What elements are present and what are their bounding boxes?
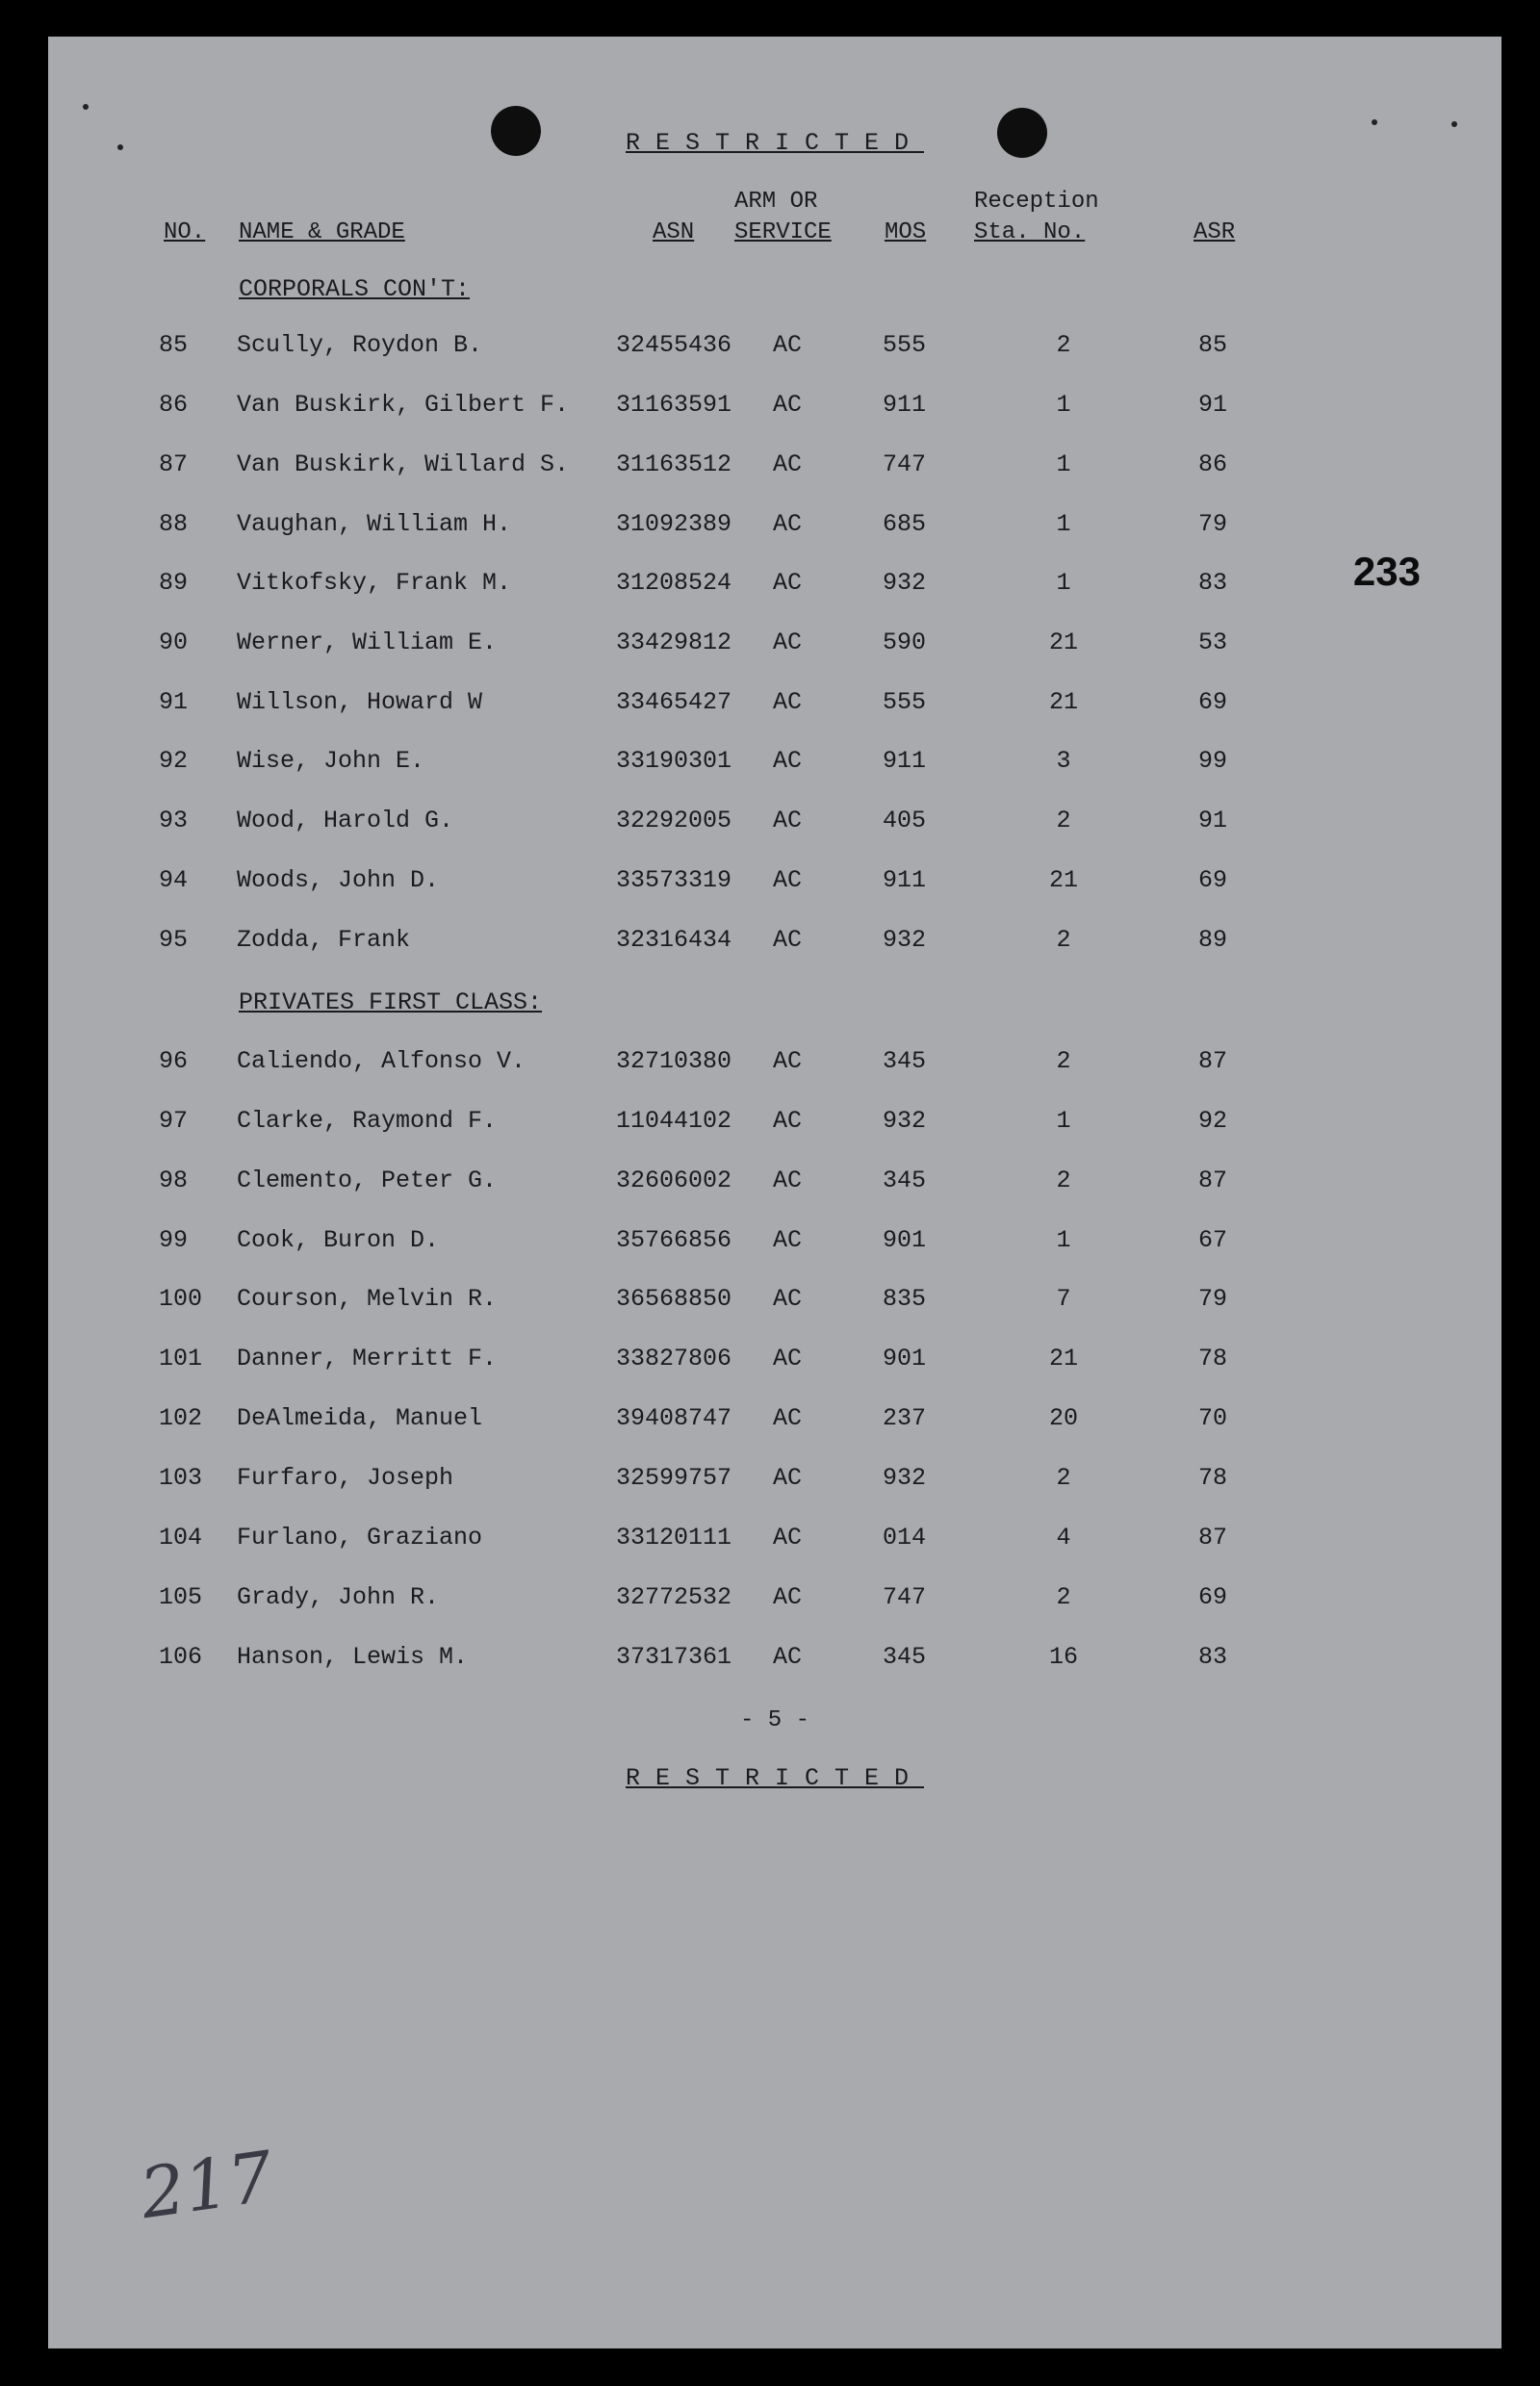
cell-name: Furfaro, Joseph	[237, 1464, 454, 1492]
cell-sta: 4	[1056, 1524, 1071, 1552]
cell-no: 95	[159, 926, 189, 954]
header-no: NO.	[164, 219, 206, 245]
cell-asn: 32455436	[616, 331, 732, 359]
cell-arm: AC	[773, 1464, 803, 1492]
cell-no: 88	[159, 510, 189, 538]
cell-arm: AC	[773, 866, 803, 894]
stamp-number: 233	[1352, 549, 1421, 594]
header-sta-line1: Reception	[974, 189, 1099, 215]
cell-name: Caliendo, Alfonso V.	[237, 1047, 526, 1075]
cell-mos: 932	[883, 1464, 927, 1492]
cell-sta: 1	[1056, 450, 1071, 478]
cell-arm: AC	[773, 1404, 803, 1432]
cell-asr: 85	[1197, 331, 1227, 359]
header-sta-line2: Sta. No.	[974, 219, 1086, 245]
table-row	[48, 688, 1502, 727]
cell-no: 89	[159, 569, 189, 597]
cell-asn: 32772532	[616, 1583, 732, 1611]
cell-asr: 67	[1197, 1226, 1227, 1254]
cell-asr: 83	[1197, 569, 1227, 597]
section-title-privates: PRIVATES FIRST CLASS:	[239, 988, 543, 1016]
cell-mos: 345	[883, 1643, 927, 1671]
cell-name: Scully, Roydon B.	[237, 331, 483, 359]
cell-name: DeAlmeida, Manuel	[237, 1404, 483, 1432]
cell-asr: 86	[1197, 450, 1227, 478]
cell-arm: AC	[773, 1285, 803, 1313]
cell-asn: 32710380	[616, 1047, 732, 1075]
table-row	[48, 1464, 1502, 1502]
cell-arm: AC	[773, 1047, 803, 1075]
cell-no: 106	[159, 1643, 203, 1671]
cell-mos: 014	[883, 1524, 927, 1552]
cell-asn: 33190301	[616, 747, 732, 775]
cell-asn: 33573319	[616, 866, 732, 894]
cell-sta: 1	[1056, 1107, 1071, 1135]
cell-name: Van Buskirk, Willard S.	[237, 450, 570, 478]
cell-asr: 89	[1197, 926, 1227, 954]
cell-name: Danner, Merritt F.	[237, 1345, 498, 1373]
table-row	[48, 747, 1502, 785]
cell-no: 91	[159, 688, 189, 716]
cell-asn: 33120111	[616, 1524, 732, 1552]
cell-asr: 69	[1197, 688, 1227, 716]
cell-mos: 237	[883, 1404, 927, 1432]
cell-asr: 87	[1197, 1524, 1227, 1552]
cell-asr: 69	[1197, 1583, 1227, 1611]
section-title-corporals: CORPORALS CON'T:	[239, 275, 471, 303]
table-row	[48, 866, 1502, 905]
cell-name: Van Buskirk, Gilbert F.	[237, 391, 570, 419]
cell-mos: 911	[883, 391, 927, 419]
header-name: NAME & GRADE	[239, 219, 405, 245]
cell-arm: AC	[773, 688, 803, 716]
cell-no: 87	[159, 450, 189, 478]
table-row	[48, 510, 1502, 549]
cell-name: Werner, William E.	[237, 629, 498, 656]
cell-name: Vaughan, William H.	[237, 510, 512, 538]
table-row	[48, 1047, 1502, 1086]
cell-sta: 2	[1056, 807, 1071, 834]
cell-asr: 70	[1197, 1404, 1227, 1432]
header-asr: ASR	[1194, 219, 1236, 245]
cell-no: 97	[159, 1107, 189, 1135]
table-row	[48, 1404, 1502, 1443]
cell-arm: AC	[773, 450, 803, 478]
cell-name: Grady, John R.	[237, 1583, 440, 1611]
cell-no: 104	[159, 1524, 203, 1552]
cell-asr: 78	[1197, 1464, 1227, 1492]
header-mos: MOS	[885, 219, 927, 245]
cell-sta: 1	[1056, 1226, 1071, 1254]
cell-arm: AC	[773, 1345, 803, 1373]
cell-no: 99	[159, 1226, 189, 1254]
cell-arm: AC	[773, 1524, 803, 1552]
cell-asr: 91	[1197, 807, 1227, 834]
table-row	[48, 1285, 1502, 1323]
cell-no: 92	[159, 747, 189, 775]
cell-mos: 901	[883, 1226, 927, 1254]
cell-asn: 35766856	[616, 1226, 732, 1254]
cell-asn: 37317361	[616, 1643, 732, 1671]
table-row	[48, 807, 1502, 845]
cell-name: Wise, John E.	[237, 747, 425, 775]
cell-mos: 911	[883, 866, 927, 894]
cell-name: Willson, Howard W	[237, 688, 483, 716]
cell-no: 90	[159, 629, 189, 656]
classification-top: RESTRICTED	[625, 129, 925, 157]
cell-arm: AC	[773, 569, 803, 597]
header-asn: ASN	[653, 219, 695, 245]
cell-sta: 2	[1056, 1583, 1071, 1611]
cell-sta: 1	[1056, 391, 1071, 419]
cell-mos: 590	[883, 629, 927, 656]
cell-asn: 33827806	[616, 1345, 732, 1373]
header-arm-line1: ARM OR	[734, 189, 818, 215]
cell-sta: 21	[1048, 1345, 1078, 1373]
cell-sta: 21	[1048, 688, 1078, 716]
speck	[1451, 121, 1457, 127]
classification-bottom: RESTRICTED	[625, 1764, 925, 1792]
cell-arm: AC	[773, 629, 803, 656]
cell-asr: 91	[1197, 391, 1227, 419]
cell-sta: 2	[1056, 1167, 1071, 1194]
cell-no: 93	[159, 807, 189, 834]
cell-no: 100	[159, 1285, 203, 1313]
cell-name: Furlano, Graziano	[237, 1524, 483, 1552]
table-row	[48, 331, 1502, 370]
cell-mos: 932	[883, 926, 927, 954]
cell-sta: 21	[1048, 629, 1078, 656]
cell-mos: 835	[883, 1285, 927, 1313]
table-row	[48, 1524, 1502, 1562]
cell-arm: AC	[773, 926, 803, 954]
speck	[1372, 119, 1377, 125]
cell-no: 105	[159, 1583, 203, 1611]
cell-mos: 932	[883, 1107, 927, 1135]
cell-asn: 32606002	[616, 1167, 732, 1194]
table-row	[48, 1345, 1502, 1383]
cell-asr: 53	[1197, 629, 1227, 656]
header-arm-line2: SERVICE	[734, 219, 832, 245]
table-row	[48, 1583, 1502, 1622]
cell-asr: 79	[1197, 1285, 1227, 1313]
cell-sta: 21	[1048, 866, 1078, 894]
cell-asn: 31092389	[616, 510, 732, 538]
cell-mos: 345	[883, 1047, 927, 1075]
cell-name: Hanson, Lewis M.	[237, 1643, 469, 1671]
cell-asn: 32316434	[616, 926, 732, 954]
handwritten-note: 217	[135, 2135, 278, 2235]
cell-no: 96	[159, 1047, 189, 1075]
cell-arm: AC	[773, 1167, 803, 1194]
cell-asr: 87	[1197, 1047, 1227, 1075]
cell-arm: AC	[773, 1226, 803, 1254]
table-row	[48, 450, 1502, 489]
cell-no: 101	[159, 1345, 203, 1373]
cell-asr: 79	[1197, 510, 1227, 538]
cell-no: 102	[159, 1404, 203, 1432]
cell-arm: AC	[773, 1583, 803, 1611]
cell-name: Woods, John D.	[237, 866, 440, 894]
cell-arm: AC	[773, 391, 803, 419]
cell-asr: 87	[1197, 1167, 1227, 1194]
cell-no: 94	[159, 866, 189, 894]
cell-asn: 31208524	[616, 569, 732, 597]
cell-asn: 33429812	[616, 629, 732, 656]
table-row	[48, 629, 1502, 667]
table-row	[48, 926, 1502, 964]
cell-sta: 3	[1056, 747, 1071, 775]
cell-mos: 932	[883, 569, 927, 597]
cell-sta: 2	[1056, 331, 1071, 359]
cell-sta: 7	[1056, 1285, 1071, 1313]
cell-mos: 685	[883, 510, 927, 538]
cell-sta: 2	[1056, 1464, 1071, 1492]
cell-mos: 405	[883, 807, 927, 834]
cell-asn: 31163512	[616, 450, 732, 478]
table-row	[48, 569, 1502, 607]
cell-sta: 1	[1056, 569, 1071, 597]
cell-asn: 31163591	[616, 391, 732, 419]
cell-asr: 99	[1197, 747, 1227, 775]
cell-asr: 83	[1197, 1643, 1227, 1671]
cell-sta: 2	[1056, 1047, 1071, 1075]
cell-name: Wood, Harold G.	[237, 807, 454, 834]
cell-arm: AC	[773, 747, 803, 775]
cell-asn: 39408747	[616, 1404, 732, 1432]
cell-mos: 555	[883, 688, 927, 716]
cell-name: Clarke, Raymond F.	[237, 1107, 498, 1135]
cell-name: Cook, Buron D.	[237, 1226, 440, 1254]
cell-mos: 555	[883, 331, 927, 359]
cell-asn: 32599757	[616, 1464, 732, 1492]
cell-no: 103	[159, 1464, 203, 1492]
cell-asn: 36568850	[616, 1285, 732, 1313]
cell-name: Clemento, Peter G.	[237, 1167, 498, 1194]
cell-asr: 92	[1197, 1107, 1227, 1135]
cell-arm: AC	[773, 1107, 803, 1135]
speck	[83, 104, 89, 110]
cell-arm: AC	[773, 510, 803, 538]
cell-sta: 1	[1056, 510, 1071, 538]
cell-mos: 747	[883, 1583, 927, 1611]
cell-arm: AC	[773, 331, 803, 359]
cell-mos: 747	[883, 450, 927, 478]
table-row	[48, 1107, 1502, 1145]
cell-arm: AC	[773, 1643, 803, 1671]
cell-no: 98	[159, 1167, 189, 1194]
cell-sta: 20	[1048, 1404, 1078, 1432]
cell-sta: 16	[1048, 1643, 1078, 1671]
cell-no: 86	[159, 391, 189, 419]
cell-asr: 78	[1197, 1345, 1227, 1373]
cell-mos: 901	[883, 1345, 927, 1373]
cell-asn: 32292005	[616, 807, 732, 834]
cell-no: 85	[159, 331, 189, 359]
cell-name: Vitkofsky, Frank M.	[237, 569, 512, 597]
cell-arm: AC	[773, 807, 803, 834]
cell-mos: 345	[883, 1167, 927, 1194]
cell-asn: 33465427	[616, 688, 732, 716]
page-number: - 5 -	[739, 1707, 809, 1733]
table-row	[48, 1226, 1502, 1265]
cell-sta: 2	[1056, 926, 1071, 954]
table-row	[48, 391, 1502, 429]
table-row	[48, 1167, 1502, 1205]
cell-asr: 69	[1197, 866, 1227, 894]
cell-asn: 11044102	[616, 1107, 732, 1135]
table-row	[48, 1643, 1502, 1681]
cell-name: Courson, Melvin R.	[237, 1285, 498, 1313]
document-sheet	[48, 37, 1502, 2348]
cell-name: Zodda, Frank	[237, 926, 411, 954]
cell-mos: 911	[883, 747, 927, 775]
